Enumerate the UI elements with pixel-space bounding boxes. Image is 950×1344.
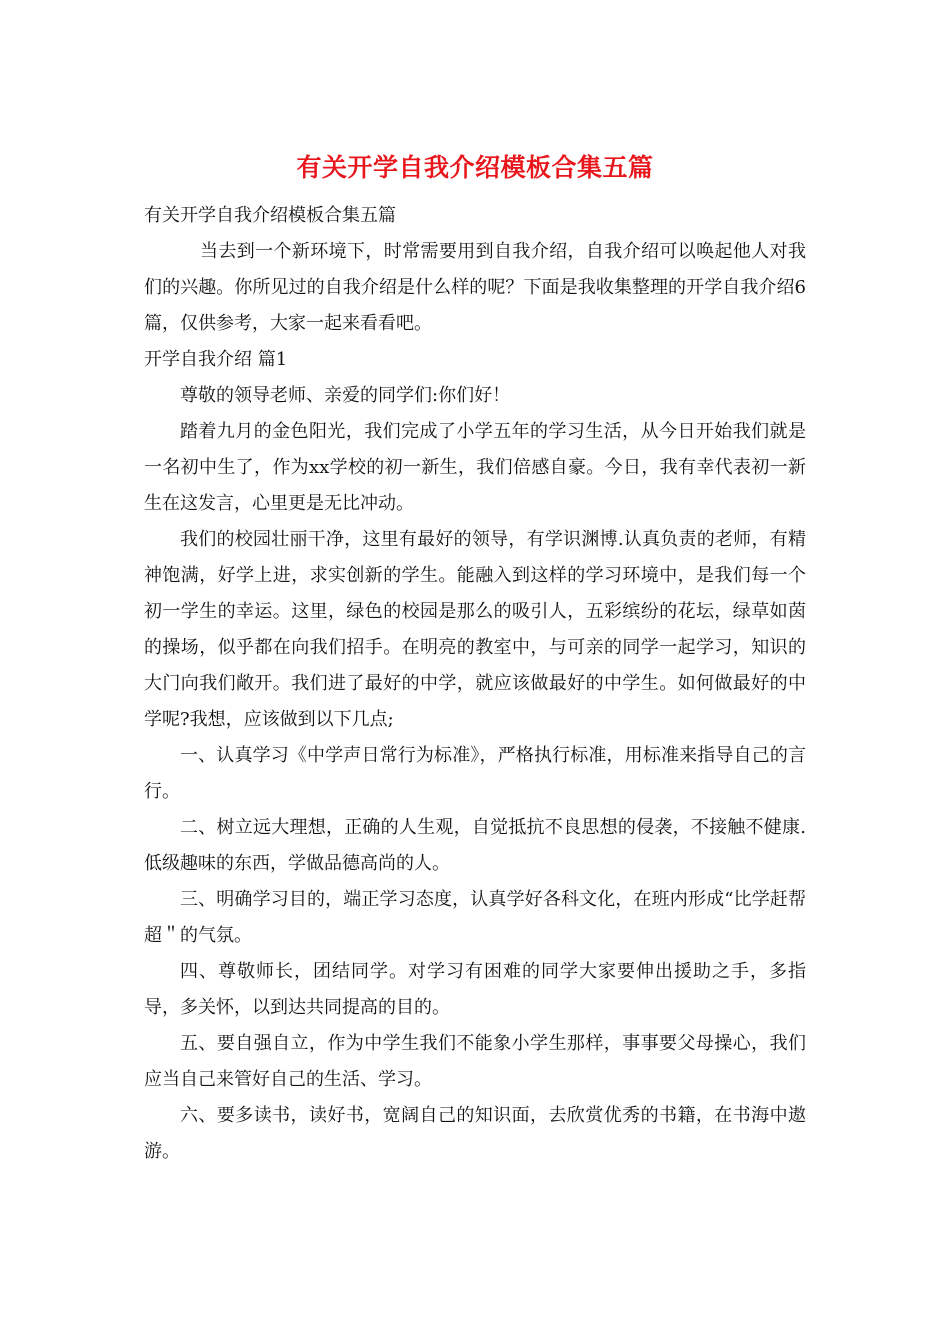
list-item-paragraph: 三、明确学习目的，端正学习态度，认真学好各科文化，在班内形成“比学赶帮超＂的气氛。 [144,889,806,946]
section-heading: 开学自我介绍 篇1 [144,349,288,370]
greeting-paragraph: 尊敬的领导老师、亲爱的同学们:你们好！ [180,385,511,406]
body-paragraph: 我们的校园壮丽干净，这里有最好的领导，有学识渊博.认真负责的老师，有精神饱满，好学上进，求实创新的学生。能融入到这样的学习环境中，是我们每一个初一学生的幸运。这里，绿色的校园是那么的吸引人，五彩缤纷的花坛，绿草如茵的操场，似乎都在向我们招手。在明亮的教室中，与可亲的同学一起学习，知识的大门向我们敞开。我们进了最好的中学，就应该做最好的中学生。如何做最好的中学呢?我想，应该做到以下几点; [144,529,806,730]
list-item-paragraph: 一、认真学习《中学声日常行为标准》，严格执行标准，用标准来指导自己的言行。 [144,745,806,802]
document-title: 有关开学自我介绍模板合集五篇 [296,153,654,182]
list-item-paragraph: 六、要多读书，读好书，宽阔自己的知识面，去欣赏优秀的书籍，在书海中遨游。 [144,1105,806,1162]
document-subtitle: 有关开学自我介绍模板合集五篇 [144,205,396,226]
list-item-paragraph: 五、要自强自立，作为中学生我们不能象小学生那样，事事要父母操心，我们应当自己来管好自己的生活、学习。 [144,1033,806,1090]
document-page [144,150,806,1170]
list-item-paragraph: 二、树立远大理想，正确的人生观，自觉抵抗不良思想的侵袭，不接触不健康.低级趣味的东西，学做品德高尚的人。 [144,817,806,874]
body-paragraph: 踏着九月的金色阳光，我们完成了小学五年的学习生活，从今日开始我们就是一名初中生了，作为xx学校的初一新生，我们倍感自豪。今日，我有幸代表初一新生在这发言，心里更是无比冲动。 [144,421,806,514]
intro-paragraph: 当去到一个新环境下，时常需要用到自我介绍，自我介绍可以唤起他人对我们的兴趣。你所见过的自我介绍是什么样的呢？下面是我收集整理的开学自我介绍6篇，仅供参考，大家一起来看看吧。 [144,241,806,334]
list-item-paragraph: 四、尊敬师长，团结同学。对学习有困难的同学大家要伸出援助之手，多指导，多关怀，以到达共同提高的目的。 [144,961,806,1018]
